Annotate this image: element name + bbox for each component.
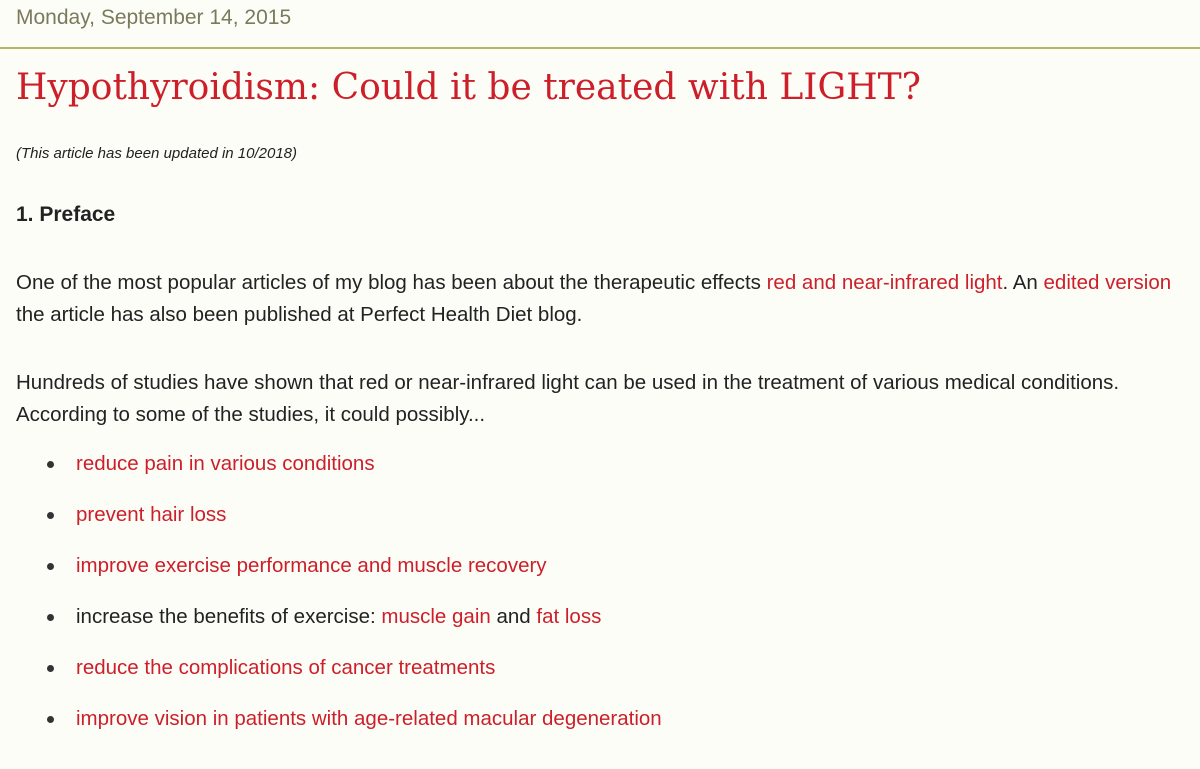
list-item-text: and: [490, 605, 537, 628]
exercise-performance-link[interactable]: improve exercise performance and muscle recovery: [76, 554, 547, 577]
red-near-infrared-light-link[interactable]: red and near-infrared light: [766, 271, 1003, 294]
update-note: (This article has been updated in 10/2018): [16, 145, 298, 162]
paragraph-text: One of the most popular articles of my blog has been about the therapeutic effects: [16, 271, 767, 294]
hair-loss-link[interactable]: prevent hair loss: [76, 503, 227, 526]
list-item: [0, 498, 1200, 549]
preface-paragraph-1: [16, 267, 1196, 331]
list-item: [0, 702, 1200, 753]
paragraph-text: . An: [1002, 271, 1044, 294]
bullet-icon: [47, 563, 54, 570]
bullet-icon: [47, 665, 54, 672]
list-item-text: increase the benefits of exercise:: [76, 605, 382, 628]
bullet-icon: [47, 614, 54, 621]
cancer-treatments-link[interactable]: reduce the complications of cancer treatments: [76, 656, 496, 679]
fat-loss-link[interactable]: fat loss: [536, 605, 602, 628]
muscle-gain-link[interactable]: muscle gain: [381, 605, 491, 628]
list-item: [0, 447, 1200, 498]
macular-degeneration-link[interactable]: improve vision in patients with age-related macular degeneration: [76, 707, 662, 730]
reduce-pain-link[interactable]: reduce pain in various conditions: [76, 452, 375, 475]
paragraph-text: the article has also been published at Perfect Health Diet blog.: [16, 303, 583, 326]
bullet-icon: [47, 716, 54, 723]
list-item: [0, 549, 1200, 600]
bullet-icon: [47, 512, 54, 519]
section-heading: 1. Preface: [16, 203, 116, 226]
bullet-icon: [47, 461, 54, 468]
list-item: [0, 651, 1200, 702]
date-header: Monday, September 14, 2015: [16, 6, 292, 29]
list-item: [0, 600, 1200, 651]
date-divider: [0, 47, 1200, 49]
post-title[interactable]: Hypothyroidism: Could it be treated with LIGHT?: [16, 67, 921, 108]
edited-version-link[interactable]: edited version: [1043, 271, 1172, 294]
benefits-list: [0, 447, 1200, 753]
preface-paragraph-2: Hundreds of studies have shown that red or near-infrared light can be used in the treatment of various medical conditions. According to some of the studies, it could possibly...: [16, 371, 1120, 426]
